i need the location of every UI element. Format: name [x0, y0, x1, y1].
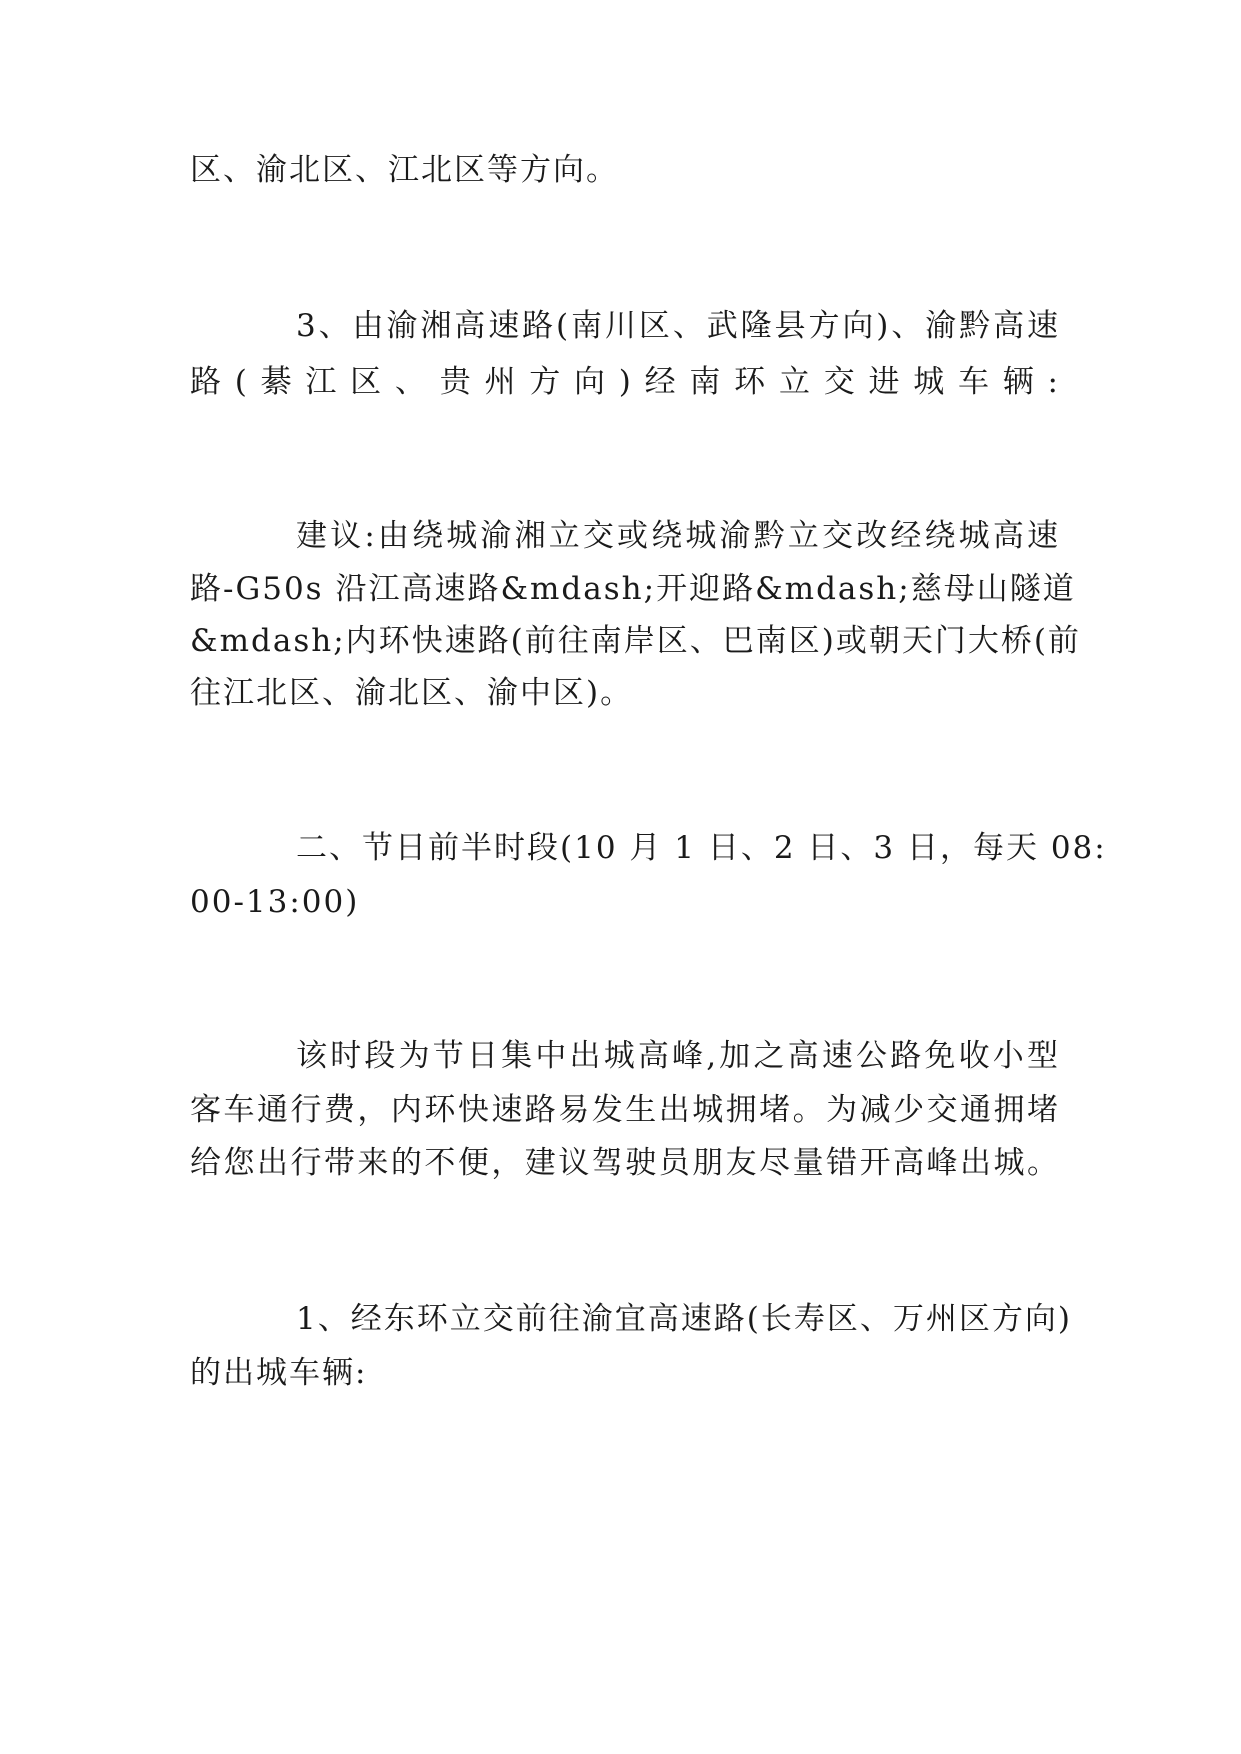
paragraph-line: 二、节日前半时段(10 月 1 日、2 日、3 日，每天 08: — [296, 830, 1107, 866]
paragraph-line: &mdash;内环快速路(前往南岸区、巴南区)或朝天门大桥(前 — [190, 623, 1081, 659]
paragraph-line: 区、渝北区、江北区等方向。 — [190, 152, 619, 188]
paragraph-line: 建议:由绕城渝湘立交或绕城渝黔立交改经绕城高速 — [296, 518, 1060, 554]
paragraph-line: 该时段为节日集中出城高峰,加之高速公路免收小型 — [296, 1038, 1060, 1074]
paragraph-line: 路(綦江区、贵州方向)经南环立交进城车辆: — [190, 364, 1060, 400]
paragraph-line: 往江北区、渝北区、渝中区)。 — [190, 675, 634, 711]
paragraph-line: 00-13:00) — [190, 884, 360, 920]
paragraph-line: 路-G50s 沿江高速路&mdash;开迎路&mdash;慈母山隧道 — [190, 571, 1076, 607]
paragraph-line: 1、经东环立交前往渝宜高速路(长寿区、万州区方向) — [296, 1301, 1072, 1337]
paragraph-line: 客车通行费，内环快速路易发生出城拥堵。为减少交通拥堵 — [190, 1092, 1060, 1128]
paragraph-line: 3、由渝湘高速路(南川区、武隆县方向)、渝黔高速 — [296, 308, 1060, 344]
paragraph-line: 给您出行带来的不便，建议驾驶员朋友尽量错开高峰出城。 — [190, 1145, 1060, 1181]
paragraph-line: 的出城车辆: — [190, 1355, 368, 1391]
